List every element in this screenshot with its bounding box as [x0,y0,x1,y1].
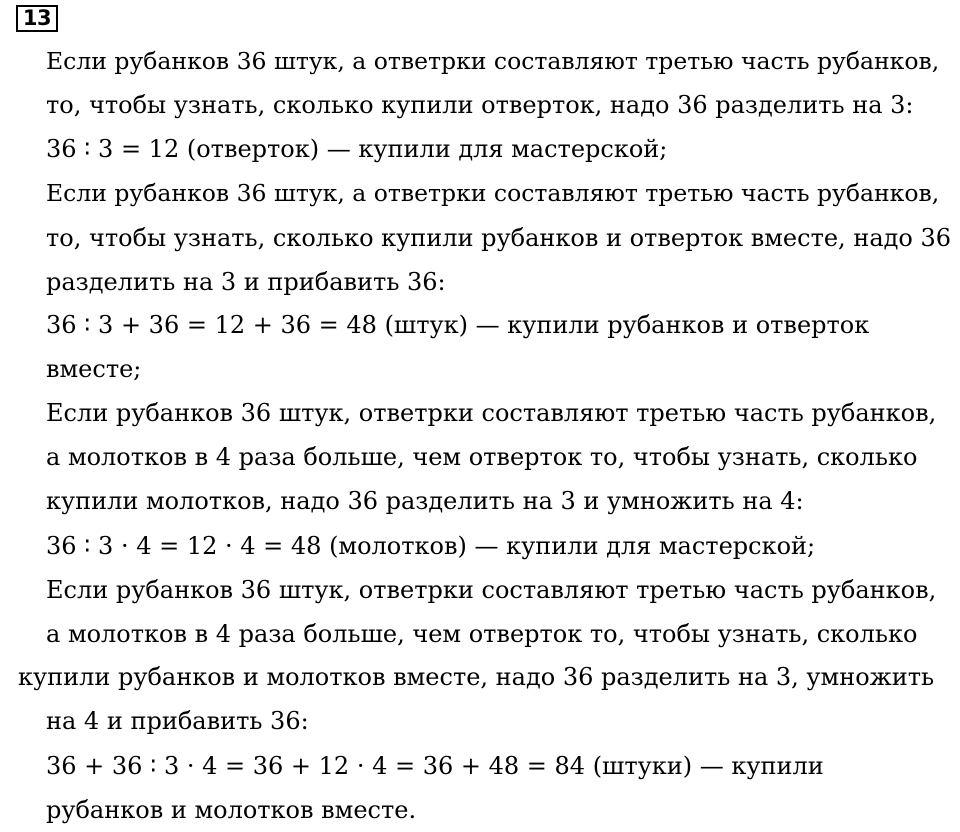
text-line-3: 36 ∶ 3 = 12 (отверток) — купили для мастерской; [46,135,668,163]
text-line-6: разделить на 3 и прибавить 36: [46,268,446,296]
text-line-12: 36 ∶ 3 · 4 = 12 · 4 = 48 (молотков) — купили для мастерской; [46,532,816,560]
problem-number: 13 [16,5,58,32]
text-line-15: купили рубанков и молотков вместе, надо 36 разделить на 3, умножить [18,663,935,691]
text-line-8: вместе; [46,355,142,383]
text-line-5: то, чтобы узнать, сколько купили рубанков и отверток вместе, надо 36 [46,224,952,252]
text-line-11: купили молотков, надо 36 разделить на 3 и умножить на 4: [46,487,804,515]
text-line-18: рубанков и молотков вместе. [46,796,417,824]
text-line-14: а молотков в 4 раза больше, чем отверток то, чтобы узнать, сколько [46,620,918,648]
text-line-10: а молотков в 4 раза больше, чем отверток то, чтобы узнать, сколько [46,443,918,471]
text-line-4: Если рубанков 36 штук, а ответрки составляют третью часть рубанков, [46,179,940,207]
text-line-2: то, чтобы узнать, сколько купили отверток, надо 36 разделить на 3: [46,91,914,119]
text-line-17: 36 + 36 ∶ 3 · 4 = 36 + 12 · 4 = 36 + 48 = 84 (штуки) — купили [46,752,824,780]
text-line-7: 36 ∶ 3 + 36 = 12 + 36 = 48 (штук) — купили рубанков и отверток [46,311,870,339]
text-line-1: Если рубанков 36 штук, а ответрки составляют третью часть рубанков, [46,47,940,75]
text-line-9: Если рубанков 36 штук, ответрки составляют третью часть рубанков, [46,399,937,427]
text-line-13: Если рубанков 36 штук, ответрки составляют третью часть рубанков, [46,576,937,604]
text-line-16: на 4 и прибавить 36: [46,707,309,735]
